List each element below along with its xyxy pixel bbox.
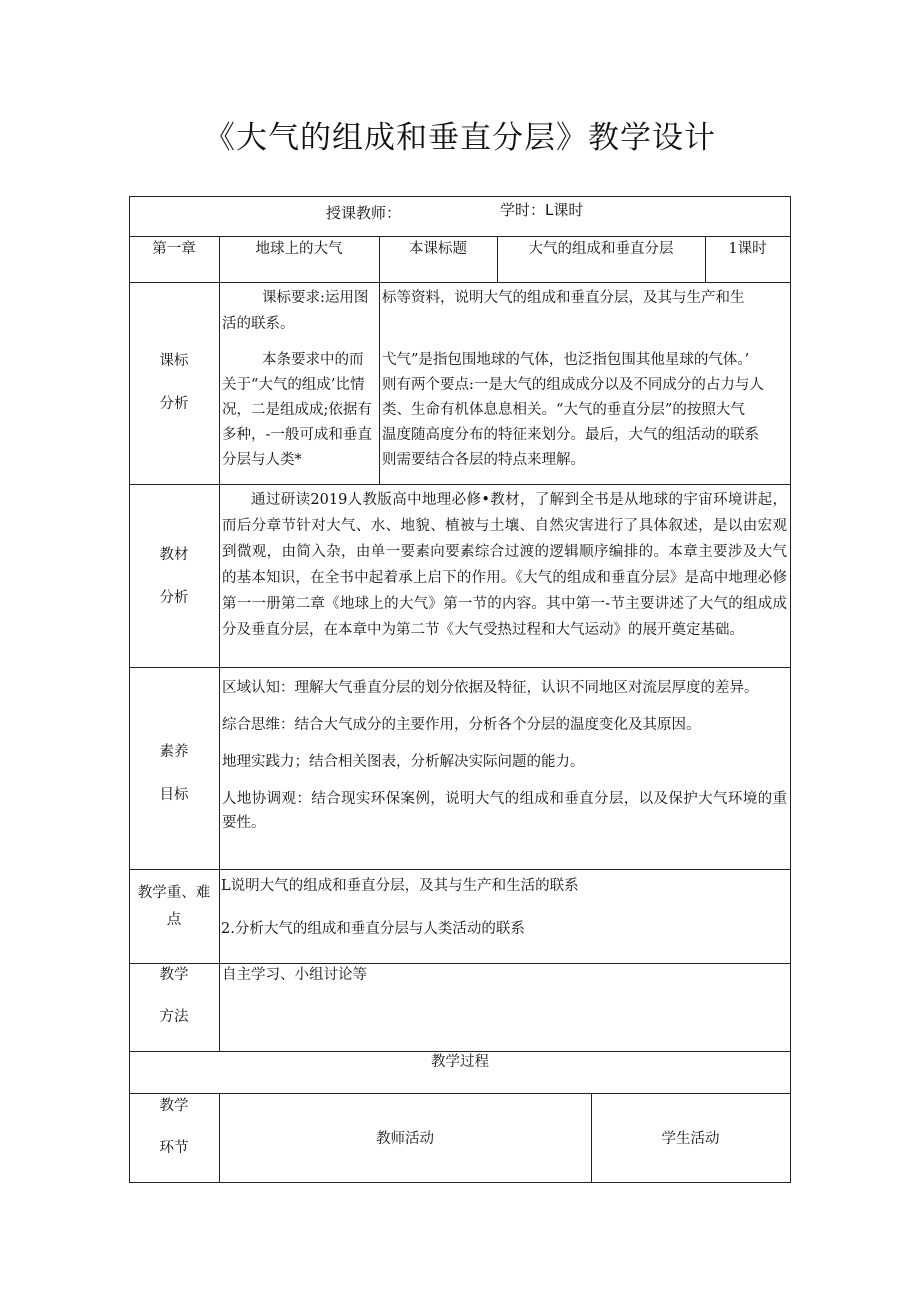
literacy-item: 区域认知：理解大气垂直分层的划分依据及特征，认识不同地区对流层厚度的差异。: [222, 680, 759, 696]
key-point-item: L说明大气的组成和垂直分层，及其与生产和生活的联系: [221, 878, 579, 894]
methods-label-1: 教学: [159, 967, 189, 983]
lesson-title-label: 本课标题: [409, 241, 467, 257]
methods-text: 自主学习、小组讨论等: [222, 967, 367, 983]
curriculum-label-1: 课标: [159, 353, 189, 369]
lesson-hours: 1课时: [728, 241, 767, 257]
lesson-title: 大气的组成和垂直分层: [528, 241, 674, 257]
hours-label: 学时：L课时: [500, 201, 584, 219]
key-point-item: 2.分析大气的组成和垂直分层与人类活动的联系: [221, 921, 525, 937]
student-activity-header: 学生活动: [661, 1131, 720, 1147]
textbook-label-1: 教材: [159, 547, 189, 563]
process-heading: 教学过程: [431, 1054, 489, 1070]
chapter-number: 第一章: [152, 241, 196, 257]
literacy-goals: [222, 676, 787, 835]
process-stage-label-1: 教学: [159, 1098, 189, 1114]
key-points-label-2: 点: [166, 912, 182, 928]
methods-label-2: 方法: [159, 1009, 189, 1025]
key-points-label-1: 教学重、难: [137, 885, 211, 901]
literacy-label-2: 目标: [159, 787, 189, 803]
teacher-activity-header: 教师活动: [376, 1131, 434, 1147]
document-title: 《大气的组成和垂直分层》教学设计: [204, 120, 716, 156]
chapter-title: 地球上的大气: [255, 241, 343, 257]
teacher-label: 授课教师：: [326, 204, 402, 222]
process-stage-label-2: 环节: [159, 1140, 189, 1156]
curriculum-label-2: 分析: [159, 396, 189, 412]
literacy-item: 地理实践力；结合相关图表，分析解决实际问题的能力。: [222, 754, 585, 770]
literacy-item: 人地协调观：结合现实环保案例，说明大气的组成和垂直分层，以及保护大气环境的重要性。: [222, 791, 787, 831]
literacy-label-1: 素养: [159, 744, 189, 760]
textbook-analysis-text: 通过研读2019人教版高中地理必修•教材，了解到全书是从地球的宇宙环境讲起，而后分章节针对大气、水、地貌、植被与土壤、自然灾害进行了具体叙述，是以由宏观到微观，由简入杂，由单一要素向要素综合过渡的逻辑顺序编排的。本章主要涉及大气的基本知识，在全书中起着承上启下的作用。《大气的组成和垂直分层》是高中地理必修第一一册第二章《地球上的大气》第一节的内容。其中第一-节主要讲述了大气的组成成分及垂直分层，在本章中为第二节《大气受热过程和大气运动》的展开奠定基础。: [222, 492, 787, 638]
textbook-label-2: 分析: [159, 590, 189, 606]
literacy-item: 综合思维：结合大气成分的主要作用，分析各个分层的温度变化及其原因。: [222, 717, 701, 733]
